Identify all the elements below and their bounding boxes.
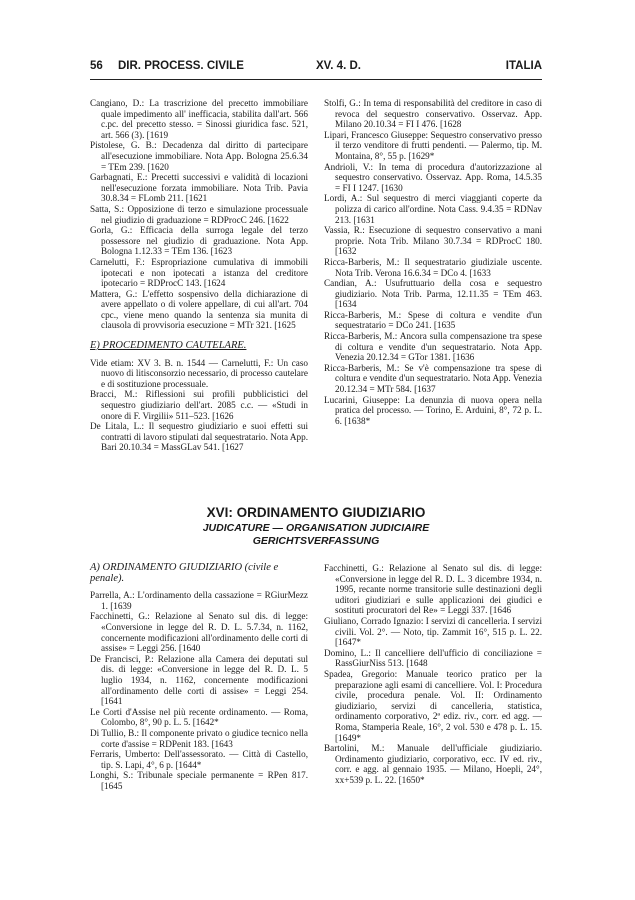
- entry-1629: Lipari, Francesco Giuseppe: Sequestro conservativo presso il terzo venditore di frutti pendenti. — Palermo, tip. M. Montaina, 8°, 55 p. [1629*: [324, 129, 542, 161]
- header-country: ITALIA: [505, 60, 542, 72]
- section-a-heading: A) ORDINAMENTO GIUDIZIARIO (civile e penale).: [90, 562, 279, 584]
- entry-1626: Bracci, M.: Riflessioni sui profili pubblicistici del sequestro giudiziario dell'art. 2085 c.c. — «Studi in onore di F. Virgilii» 511–523. [1626: [90, 389, 308, 421]
- entry-1619: Cangiano, D.: La trascrizione del precetto immobiliare quale impedimento all' inefficacia, stabilita dall'art. 566 c.pc. del precetto stesso. = Sinossi giuridica fasc. 521, art. 566 (3). [1619: [90, 98, 308, 140]
- entry-1620: Pistolese, G. B.: Decadenza dal diritto di partecipare all'esecuzione immobiliare. Nota App. Bologna 25.6.34 = TEm 239. [1620: [90, 140, 308, 172]
- entry-1648: Domino, L.: Il cancelliere dell'ufficio di conciliazione = RassGiurNiss 513. [1648: [324, 647, 542, 669]
- chapter-subtitle-line2: GERICHTSVERFASSUNG: [252, 535, 380, 547]
- entry-1630: Andrioli, V.: In tema di procedura d'autorizzazione al sequestro conservativo. Osservaz. App. Roma, 14.5.35 = FI I 1247. [1630: [324, 161, 542, 193]
- entry-1622: Satta, S.: Opposizione di terzo e simulazione processuale nel giudizio di graduazione = RDProcC 246. [1622: [90, 203, 308, 225]
- lower-right-column: [324, 563, 542, 785]
- entry-1633: Ricca-Barberis, M.: Il sequestratario giudiziale uscente. Nota Trib. Verona 16.6.34 = DCo 4. [1633: [324, 256, 542, 278]
- entry-1640: Facchinetti, G.: Relazione al Senato sul dis. di legge: «Conversione in legge del R. D. L. 5.7.34, n. 1162, concernente modificazioni all'ordinamento delle corti di assise» = Leggi 256. [1640: [90, 611, 308, 654]
- chapter-title: XVI: ORDINAMENTO GIUDIZIARIO: [206, 505, 426, 520]
- entry-1646: Facchinetti, G.: Relazione al Senato sul dis. di legge: «Conversione in legge del R. D. L. 3 dicembre 1934, n. 1995, recante norme transitorie sulle destinazioni degli uditori giudiziari e sulle applicazioni dei giudici e sostituti procuratori del Re» = Leggi 337. [1646: [324, 563, 542, 616]
- entry-1642: Le Corti d'Assise nel più recente ordinamento. — Roma, Colombo, 8°, 90 p. L. 5. [1642*: [90, 706, 308, 728]
- entry-1641: De Francisci, P.: Relazione alla Camera dei deputati sul dis. di legge: «Conversione in legge del R. D. L. 5 luglio 1934, n. 1162, concernente modificazioni all'ordinamento delle corti di assise» = Leggi 254. [1641: [90, 653, 308, 707]
- entry-1650: Bartolini, M.: Manuale dell'ufficiale giudiziario. Ordinamento giudiziario, corporativo, ecc. IV ed. riv., corr. e agg. al gennaio 1935. — Milano, Hoepli, 24°, xx+539 p. L. 22. [1650*: [324, 743, 542, 785]
- entry-1643: Di Tullio, B.: Il componente privato o giudice tecnico nella corte d'assise = RDPenit 183. [1643: [90, 727, 308, 749]
- entry-1628: Stolfi, G.: In tema di responsabilità del creditore in caso di revoca del sequestro conservativo. Osservaz. App. Milano 20.10.34 = FI I 476. [1628: [324, 98, 542, 130]
- entry-1638: Lucarini, Giuseppe: La denunzia di nuova opera nella pratica del processo. — Torino, E. Arduini, 8°, 72 p. L. 6. [1638*: [324, 394, 542, 426]
- section-e-heading: E) PROCEDIMENTO CAUTELARE.: [90, 340, 247, 352]
- entry-1634: Candian, A.: Usufruttuario della cosa e sequestro giudiziario. Nota Trib. Parma, 12.11.35 = TEm 463. [1634: [324, 278, 542, 310]
- entry-1644: Ferraris, Umberto: Dell'assessorato. — Città di Castello, tip. S. Lapi, 4°, 6 p. [1644*: [90, 749, 308, 770]
- entry-1637: Ricca-Barberis, M.: Se v'è compensazione tra spese di coltura e vendite d'un sequestratario. Nota App. Venezia 20.12.34 = MTr 584. [1637: [324, 362, 542, 395]
- entry-1639: Parrella, A.: L'ordinamento della cassazione = RGiurMezz 1. [1639: [90, 590, 308, 611]
- entry-1632: Vassia, R.: Esecuzione di sequestro conservativo a mani proprie. Nota Trib. Milano 30.7.34 = RDProcC 180. [1632: [324, 225, 542, 257]
- entry-vide-etiam: Vide etiam: XV 3. B. n. 1544 — Carnelutti, F.: Un caso nuovo di litisconsorzio necessario, di processo cautelare e di sostituzione processuale.: [90, 357, 308, 389]
- header-section: DIR. PROCESS. CIVILE: [118, 60, 244, 72]
- chapter-subtitle-line1: JUDICATURE — ORGANISATION JUDICIAIRE: [202, 522, 430, 534]
- page-number: 56: [90, 60, 103, 72]
- running-header: [90, 60, 542, 76]
- header-rule: [90, 79, 542, 80]
- entry-1623: Gorla, G.: Efficacia della surroga legale del terzo possessore nel giudizio di graduazione. Nota App. Bologna 1.12.33 = TEm 136. [1623: [90, 225, 308, 257]
- entry-1636: Ricca-Barberis, M.: Ancora sulla compensazione tra spese di coltura e vendite d'un sequestratario. Nota App. Venezia 20.12.34 = GTor 1381. [1636: [324, 331, 542, 363]
- lower-left-column: [90, 563, 308, 791]
- upper-right-column: [324, 98, 542, 426]
- chapter-subtitle: [90, 522, 542, 548]
- entry-1635: Ricca-Barberis, M.: Spese di coltura e vendite d'un sequestratario = DCo 241. [1635: [324, 309, 542, 331]
- entry-1624: Carnelutti, F.: Espropriazione cumulativa di immobili ipotecati e non ipotecati a istanza del creditore ipotecario = RDProcC 143. [1624: [90, 256, 308, 289]
- entry-1649: Spadea, Gregorio: Manuale teorico pratico per la preparazione agli esami di cancelliere. Vol. I: Procedura civile, procedura penale. Vol. II: Ordinamento giudiziario, servizi di cancelleria, statistica, ordinamento corporativo, 2ª ediz. riv., corr. ed agg. — Roma, Stamperia Reale, 16°, 2 vol. 530 e 478 p. L. 15. [1649*: [324, 668, 542, 743]
- upper-left-column: [90, 98, 308, 453]
- entry-1631: Lordi, A.: Sul sequestro di merci viaggianti coperte da polizza di carico all'ordine. Nota Cass. 9.4.35 = RDNav 213. [1631: [324, 193, 542, 225]
- entry-1627: De Litala, L.: Il sequestro giudiziario e suoi effetti sui contratti di lavoro stipulati dal sequestratario. Nota App. Bari 20.10.34 = MassGLav 541. [1627: [90, 421, 308, 453]
- entry-1645: Longhi, S.: Tribunale speciale permanente = RPen 817. [1645: [90, 770, 308, 791]
- entry-1647: Giuliano, Corrado Ignazio: I servizi di cancelleria. I servizi civili. Vol. 2°. — Noto, tip. Zammit 16°, 515 p. L. 22. [1647*: [324, 615, 542, 648]
- entry-1625: Mattera, G.: L'effetto sospensivo della dichiarazione di avere appellato o di volere appellare, di cui all'art. 704 cpc., viene meno quando la sentenza sia munita di clausola di provvisoria esecuzione = MTr 321. [1625: [90, 288, 308, 331]
- entry-1621: Garbagnati, E.: Precetti successivi e validità di locazioni nell'esecuzione forzata immobiliare. Nota Trib. Pavia 30.8.34 = FLomb 211. [1621: [90, 172, 308, 204]
- header-volume: XV. 4. D.: [316, 60, 361, 72]
